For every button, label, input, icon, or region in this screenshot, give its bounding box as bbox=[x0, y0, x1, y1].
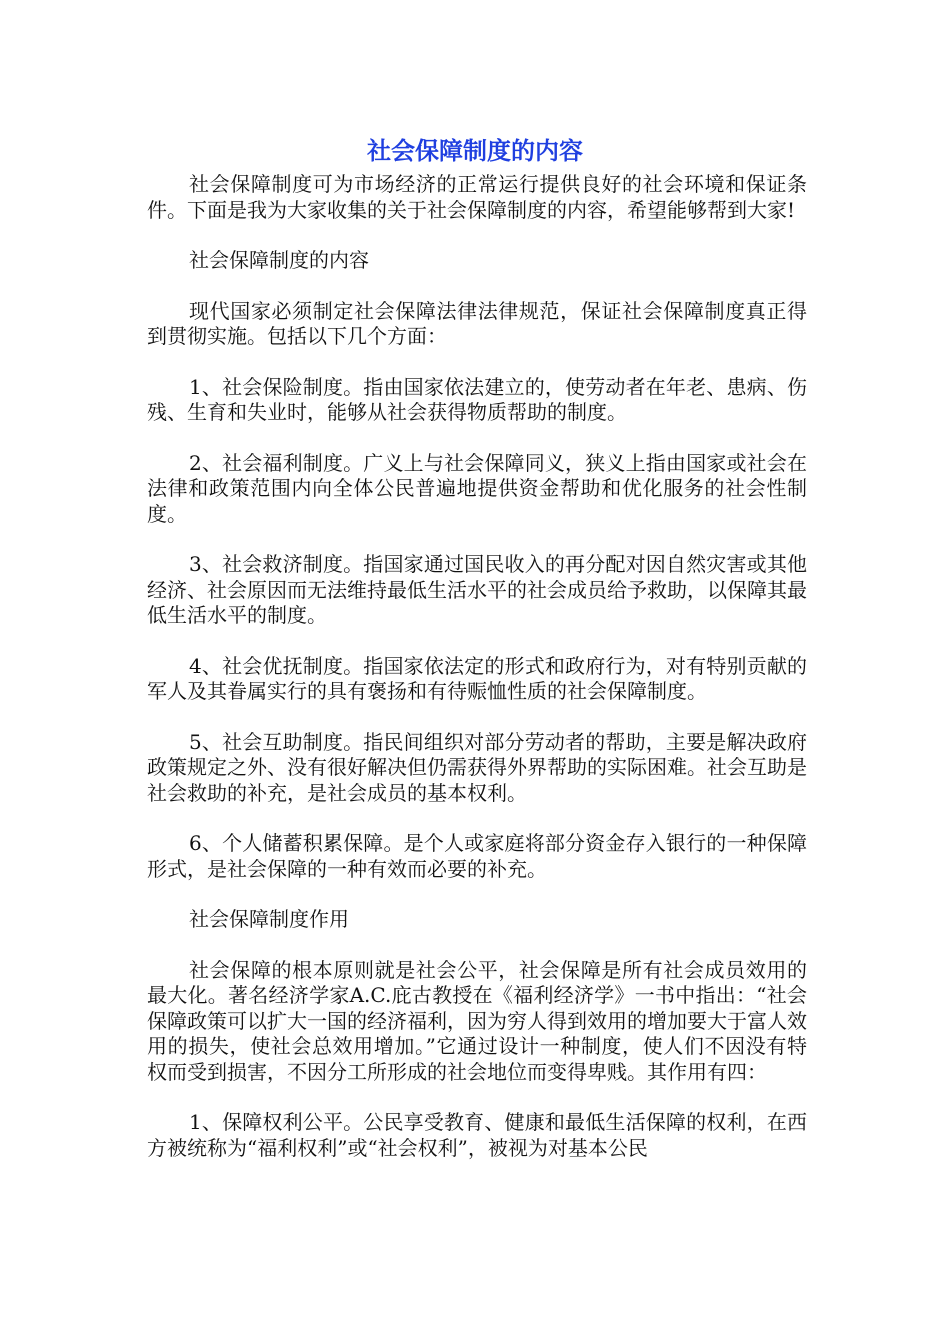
section-function-lead: 社会保障的根本原则就是社会公平，社会保障是所有社会成员效用的最大化。著名经济学家A.C.庇古教授在《福利经济学》一书中指出：“社会保障政策可以扩大一国的经济福利，因为穷人得到效用的增加要大于富人效用的损失，使社会总效用增加。”它通过设计一种制度，使人们不因没有特权而受到损害，不因分工所形成的社会地位而变得卑贱。其作用有四： bbox=[147, 957, 807, 1084]
section-heading-content: 社会保障制度的内容 bbox=[189, 248, 369, 272]
list-item-6: 6、个人储蓄积累保障。是个人或家庭将部分资金存入银行的一种保障形式，是社会保障的一种有效而必要的补充。 bbox=[147, 831, 807, 881]
section-heading-function: 社会保障制度作用 bbox=[189, 907, 349, 931]
list-item-4: 4、社会优抚制度。指国家依法定的形式和政府行为，对有特别贡献的军人及其眷属实行的具有褒扬和有待赈恤性质的社会保障制度。 bbox=[147, 653, 807, 703]
intro-paragraph: 社会保障制度可为市场经济的正常运行提供良好的社会环境和保证条件。下面是我为大家收集的关于社会保障制度的内容，希望能够帮到大家! bbox=[147, 172, 807, 222]
document-body bbox=[147, 172, 807, 1186]
list-item-2: 2、社会福利制度。广义上与社会保障同义，狭义上指由国家或社会在法律和政策范围内向全体公民普遍地提供资金帮助和优化服务的社会性制度。 bbox=[147, 450, 807, 526]
section-content-lead: 现代国家必须制定社会保障法律法律规范，保证社会保障制度真正得到贯彻实施。包括以下几个方面： bbox=[147, 298, 807, 348]
list-item-1: 1、社会保险制度。指由国家依法建立的，使劳动者在年老、患病、伤残、生育和失业时，能够从社会获得物质帮助的制度。 bbox=[147, 374, 807, 424]
list-item-3: 3、社会救济制度。指国家通过国民收入的再分配对因自然灾害或其他经济、社会原因而无法维持最低生活水平的社会成员给予救助，以保障其最低生活水平的制度。 bbox=[147, 552, 807, 627]
document-title: 社会保障制度的内容 bbox=[367, 137, 583, 165]
function-item-1: 1、保障权利公平。公民享受教育、健康和最低生活保障的权利，在西方被统称为“福利权利”或“社会权利”，被视为对基本公民 bbox=[147, 1110, 807, 1160]
list-item-5: 5、社会互助制度。指民间组织对部分劳动者的帮助，主要是解决政府政策规定之外、没有很好解决但仍需获得外界帮助的实际困难。社会互助是社会救助的补充，是社会成员的基本权利。 bbox=[147, 729, 807, 805]
